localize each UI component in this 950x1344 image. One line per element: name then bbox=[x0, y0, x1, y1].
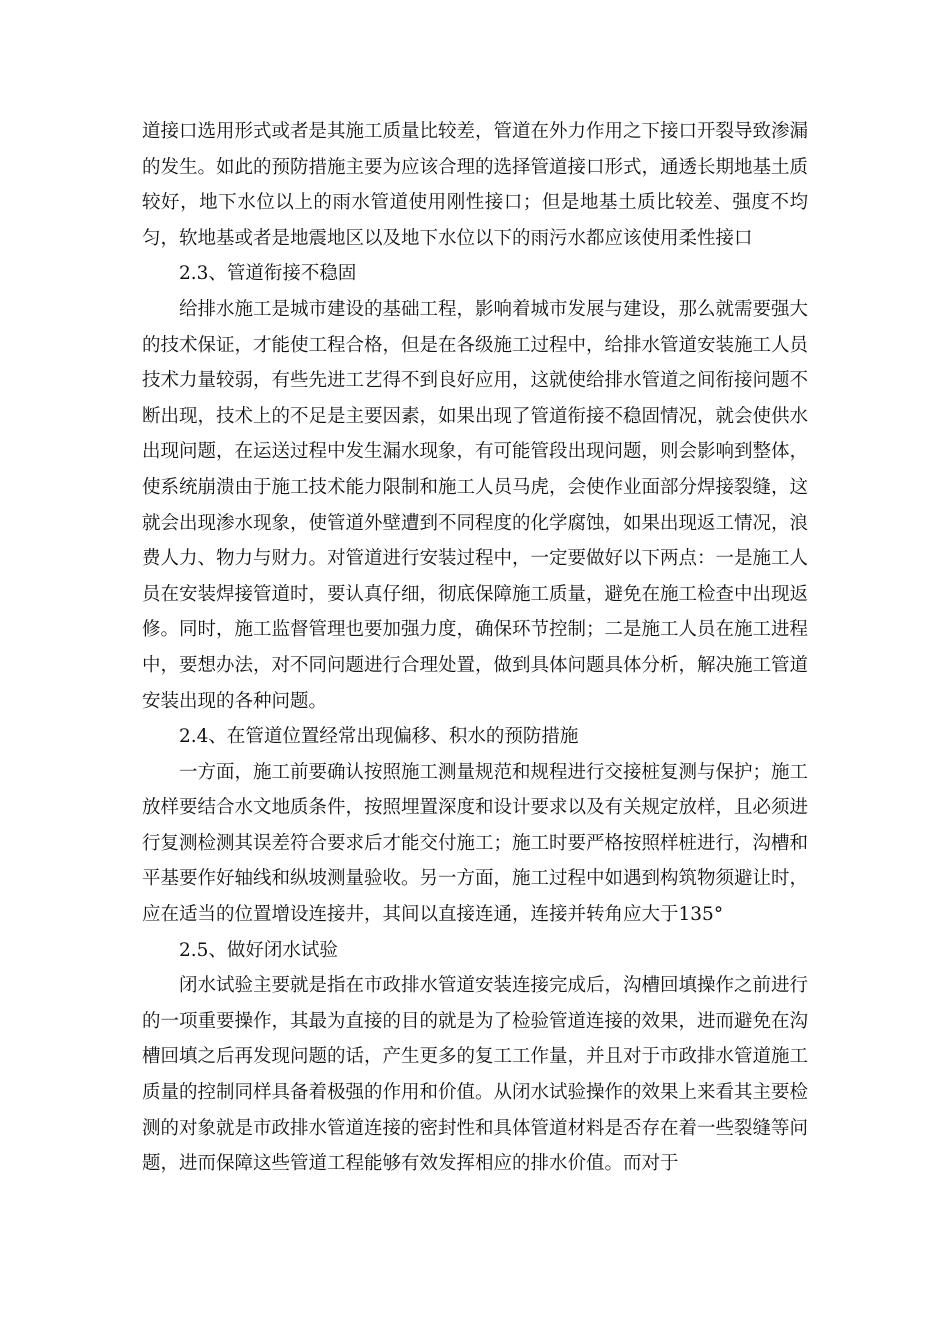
document-body bbox=[142, 114, 808, 1182]
paragraph-continued: 道接口选用形式或者是其施工质量比较差，管道在外力作用之下接口开裂导致渗漏的发生。如此的预防措施主要为应该合理的选择管道接口形式，通透长期地基土质较好，地下水位以上的雨水管道使用刚性接口；但是地基土质比较差、强度不均匀，软地基或者是地震地区以及地下水位以下的雨污水都应该使用柔性接口 bbox=[142, 121, 809, 249]
section-heading-2-3: 2.3、管道衔接不稳固 bbox=[179, 263, 357, 285]
paragraph-pipe-offset: 一方面，施工前要确认按照施工测量规范和规程进行交接桩复测与保护；施工放样要结合水文地质条件，按照埋置深度和设计要求以及有关规定放样，且必须进行复测检测其误差符合要求后才能交付施工；施工时要严格按照样桩进行，沟槽和平基要作好轴线和纵坡测量验收。另一方面，施工过程中如遇到构筑物须避让时，应在适当的位置增设连接井，其间以直接连通，连接并转角应大于135° bbox=[142, 761, 809, 926]
section-heading-2-5: 2.5、做好闭水试验 bbox=[179, 939, 338, 961]
paragraph-pipe-connection: 给排水施工是城市建设的基础工程，影响着城市发展与建设，那么就需要强大的技术保证，才能使工程合格，但是在各级施工过程中，给排水管道安装施工人员技术力量较弱，有些先进工艺得不到良好应用，这就使给排水管道之间衔接问题不断出现，技术上的不足是主要因素，如果出现了管道衔接不稳固情况，就会使供水出现问题，在运送过程中发生漏水现象，有可能管段出现问题，则会影响到整体，使系统崩溃由于施工技术能力限制和施工人员马虎，会使作业面部分焊接裂缝，这就会出现渗水现象，使管道外壁遭到不同程度的化学腐蚀，如果出现返工情况，浪费人力、物力与财力。对管道进行安装过程中，一定要做好以下两点：一是施工人员在安装焊接管道时，要认真仔细，彻底保障施工质量，避免在施工检查中出现返修。同时，施工监督管理也要加强力度，确保环节控制；二是施工人员在施工进程中，要想办法，对不同问题进行合理处置，做到具体问题具体分析，解决施工管道安装出现的各种问题。 bbox=[142, 298, 809, 712]
paragraph-closed-water-test: 闭水试验主要就是指在市政排水管道安装连接完成后，沟槽回填操作之前进行的一项重要操作，其最为直接的目的就是为了检验管道连接的效果，进而避免在沟槽回填之后再发现问题的话，产生更多的复工工作量，并且对于市政排水管道施工质量的控制同样具备着极强的作用和价值。从闭水试验操作的效果上来看其主要检测的对象就是市政排水管道连接的密封性和具体管道材料是否存在着一些裂缝等问题，进而保障这些管道工程能够有效发挥相应的排水价值。而对于 bbox=[142, 975, 809, 1175]
section-heading-2-4: 2.4、在管道位置经常出现偏移、积水的预防措施 bbox=[179, 726, 579, 748]
